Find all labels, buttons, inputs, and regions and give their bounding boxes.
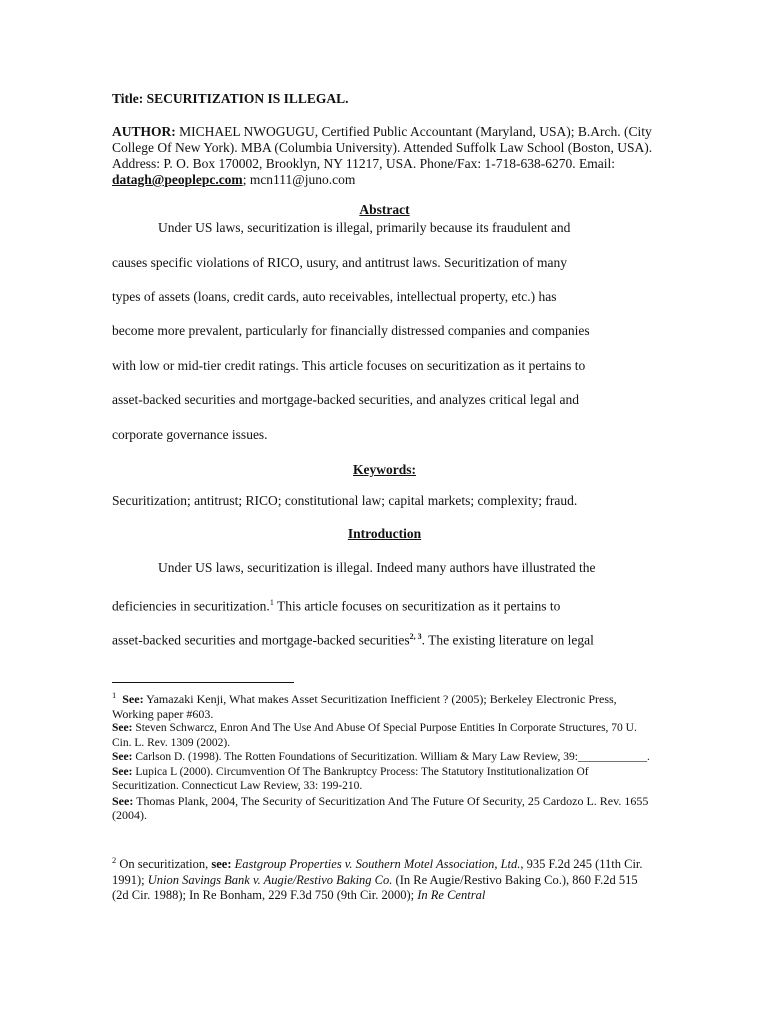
case-name: Eastgroup Properties v. Southern Motel Association, Ltd. [234,857,521,872]
intro-text: deficiencies in securitization. [112,598,270,614]
introduction-heading: Introduction [347,526,422,541]
keywords-text: Securitization; antitrust; RICO; constitutional law; capital markets; complexity; fraud. [112,493,578,508]
footnote-number: 1 [112,690,117,700]
footnote-1 [112,688,657,823]
footnote-entry [112,721,657,750]
citation-text: , 935 F.2d 245 (11th Cir. 1991); [112,857,643,887]
email-secondary: ; mcn111@juno.com [242,172,356,187]
case-name: In Re Central [417,888,486,903]
intro-line [112,629,657,649]
abstract-line: with low or mid-tier credit ratings. This article focuses on securitization as it pertains to [112,358,586,373]
author-label: AUTHOR: [112,124,176,139]
footnote-separator [112,682,294,683]
abstract-line: corporate governance issues. [112,427,268,442]
citation-text: (In Re Augie/Restivo Baking Co.), 860 F.2d 515 (2d Cir. 1988); In Re Bonham, 229 F.3d 750 (9th Cir. 2000); [112,872,638,903]
citation-text: Carlson D. (1998). The Rotten Foundations of Securitization. William & Mary Law Review, 39:____________. [132,751,650,763]
abstract-line: causes specific violations of RICO, usury, and antitrust laws. Securitization of many [112,255,568,270]
see-label: See: [122,692,144,706]
footnote-entry [112,750,657,765]
abstract-line: become more prevalent, particularly for financially distressed companies and companies [112,323,590,338]
email-link[interactable]: datagh@peoplepc.com [112,172,243,187]
see-label: see: [211,857,232,872]
case-name: Union Savings Bank v. Augie/Restivo Baking Co. [147,872,393,887]
abstract-heading: Abstract [359,202,410,217]
citation-text: Thomas Plank, 2004, The Security of Securitization And The Future Of Security, 25 Cardozo L. Rev. 1655 (2004). [112,793,649,822]
citation-text: Steven Schwarcz, Enron And The Use And Abuse Of Special Purpose Entities In Corporate Structures, 70 U. Cin. L. Rev. 1309 (2002). [112,722,637,749]
footnote-2 [112,853,657,904]
citation-text: Yamazaki Kenji, What makes Asset Securitization Inefficient ? (2005); Berkeley Electronic Press, Working paper #603. [112,692,617,721]
author-block [112,124,657,188]
footnote-entry [112,688,657,721]
intro-text: asset-backed securities and mortgage-backed securities [112,632,410,648]
author-details: MICHAEL NWOGUGU, Certified Public Accountant (Maryland, USA); B.Arch. (City College Of New York). MBA (Columbia University). Attended Suffolk Law School (Boston, USA). Address: P. O. Box 170002, Brooklyn, NY 11217, USA. Phone/Fax: 1-718-638-6270. Email: [112,124,653,171]
paper-title: Title: SECURITIZATION IS ILLEGAL. [112,91,349,106]
see-label: See: [112,751,133,763]
see-label: See: [112,765,133,778]
citation-text: On securitization, [116,857,212,872]
footnote-entry [112,794,657,823]
footnote-number: 2 [112,855,117,865]
abstract-line: asset-backed securities and mortgage-backed securities, and analyzes critical legal and [112,392,580,407]
intro-text: This article focuses on securitization as it pertains to [273,598,561,614]
abstract-line: types of assets (loans, credit cards, auto receivables, intellectual property, etc.) has [112,289,557,304]
intro-line: Under US laws, securitization is illegal. Indeed many authors have illustrated the [158,560,596,575]
intro-line [112,595,657,615]
see-label: See: [112,793,134,808]
citation-text: Lupica L (2000). Circumvention Of The Bankruptcy Process: The Statutory Institutionalization Of Securitization. Connecticut Law Review, 33: 199-210. [112,765,589,792]
footnote-ref[interactable]: 2, 3 [409,632,422,641]
keywords-heading: Keywords: [353,462,416,477]
intro-text: . The existing literature on legal [421,632,594,648]
footnote-entry [112,765,657,794]
abstract-line: Under US laws, securitization is illegal, primarily because its fraudulent and [158,220,571,235]
see-label: See: [112,722,133,734]
footnote-ref[interactable]: 1 [269,598,274,607]
